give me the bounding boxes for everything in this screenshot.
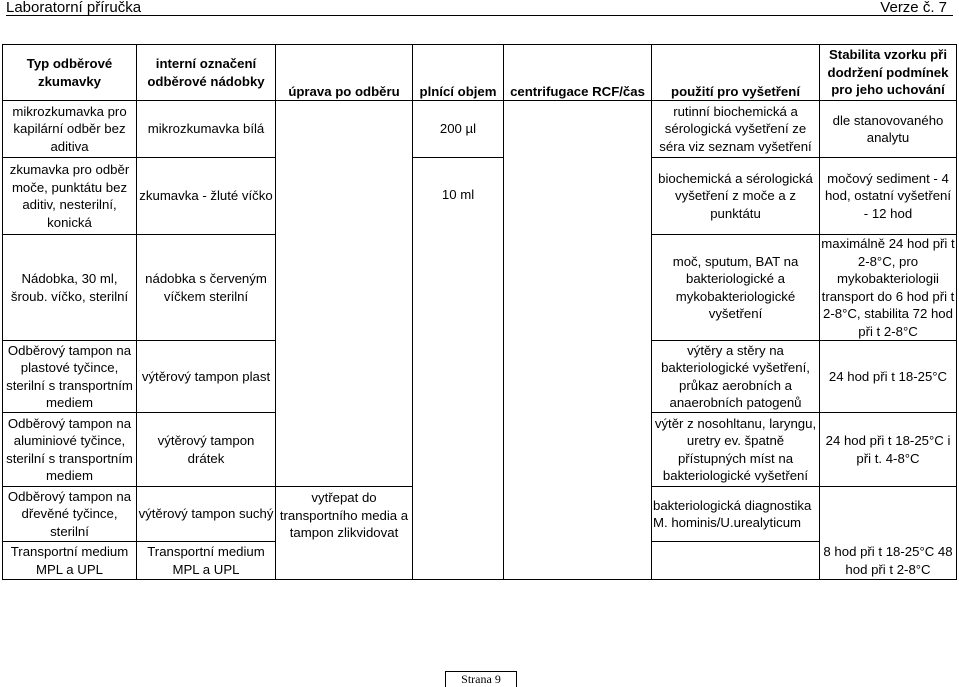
cell-interni: nádobka s červeným víčkem sterilní	[137, 235, 276, 341]
cell-pouziti-empty	[652, 542, 820, 580]
cell-uprava-empty	[276, 101, 413, 487]
cell-interni: výtěrový tampon suchý	[137, 487, 276, 542]
table-row	[3, 158, 957, 235]
cell-typ: Odběrový tampon na dřevěné tyčince, sterilní	[3, 487, 137, 542]
cell-objem: 10 ml	[413, 158, 504, 580]
cell-pouziti: výtěry a stěry na bakteriologické vyšetření, průkaz aerobních a anaerobních patogenů	[652, 341, 820, 413]
document-title: Laboratorní příručka	[6, 0, 142, 16]
col-header-objem: plnící objem	[413, 45, 504, 101]
cell-pouziti: bakteriologická diagnostika M. hominis/U.urealyticum	[652, 487, 820, 542]
col-header-uprava: úprava po odběru	[276, 45, 413, 101]
header-rule	[6, 15, 953, 16]
cell-interni: zkumavka - žluté víčko	[137, 158, 276, 235]
cell-typ: Odběrový tampon na aluminiové tyčince, sterilní s transportním mediem	[3, 413, 137, 487]
col-header-centrifugace: centrifugace RCF/čas	[504, 45, 652, 101]
cell-typ: Transportní medium MPL a UPL	[3, 542, 137, 580]
cell-uprava: vytřepat do transportního media a tampon zlikvidovat	[276, 487, 413, 580]
cell-interni: mikrozkumavka bílá	[137, 101, 276, 158]
col-header-interni: interní označení odběrové nádobky	[137, 45, 276, 101]
col-header-typ: Typ odběrové zkumavky	[3, 45, 137, 101]
cell-pouziti: rutinní biochemická a sérologická vyšetření ze séra viz seznam vyšetření	[652, 101, 820, 158]
page-number: Strana 9	[445, 671, 517, 687]
table-header-row	[3, 45, 957, 101]
table-row	[3, 101, 957, 158]
cell-centrifugace-empty	[504, 101, 652, 580]
cell-pouziti: biochemická a sérologická vyšetření z moče a z punktátu	[652, 158, 820, 235]
collection-tubes-table	[2, 44, 957, 580]
cell-pouziti: výtěr z nosohltanu, laryngu, uretry ev. špatně přístupných míst na bakteriologické vyšetření	[652, 413, 820, 487]
cell-stabilita: dle stanovovaného analytu	[820, 101, 957, 158]
page-header	[6, 0, 953, 16]
cell-typ: Nádobka, 30 ml, šroub. víčko, sterilní	[3, 235, 137, 341]
cell-typ: zkumavka pro odběr moče, punktátu bez aditiv, nesterilní, konická	[3, 158, 137, 235]
cell-objem: 200 µl	[413, 101, 504, 158]
cell-interni: výtěrový tampon drátek	[137, 413, 276, 487]
col-header-stabilita: Stabilita vzorku při dodržení podmínek pro jeho uchování	[820, 45, 957, 101]
cell-stabilita: 24 hod při t 18-25°C i při t. 4-8°C	[820, 413, 957, 487]
cell-stabilita: maximálně 24 hod při t 2-8°C, pro mykobakteriologii transport do 6 hod při t 2-8°C, stabilita 72 hod při t 2-8°C	[821, 236, 955, 339]
cell-pouziti: moč, sputum, BAT na bakteriologické a mykobakteriologické vyšetření	[652, 235, 820, 341]
cell-interni: Transportní medium MPL a UPL	[137, 542, 276, 580]
cell-stabilita: 24 hod při t 18-25°C	[820, 341, 957, 413]
cell-interni: výtěrový tampon plast	[137, 341, 276, 413]
col-header-pouziti: použití pro vyšetření	[652, 45, 820, 101]
cell-typ: mikrozkumavka pro kapilární odběr bez aditiva	[3, 101, 137, 158]
cell-typ: Odběrový tampon na plastové tyčince, sterilní s transportním mediem	[3, 341, 137, 413]
cell-stabilita: močový sediment - 4 hod, ostatní vyšetření - 12 hod	[820, 158, 957, 235]
document-version: Verze č. 7	[880, 0, 947, 16]
cell-stabilita: 8 hod při t 18-25°C 48 hod při t 2-8°C	[820, 487, 957, 580]
